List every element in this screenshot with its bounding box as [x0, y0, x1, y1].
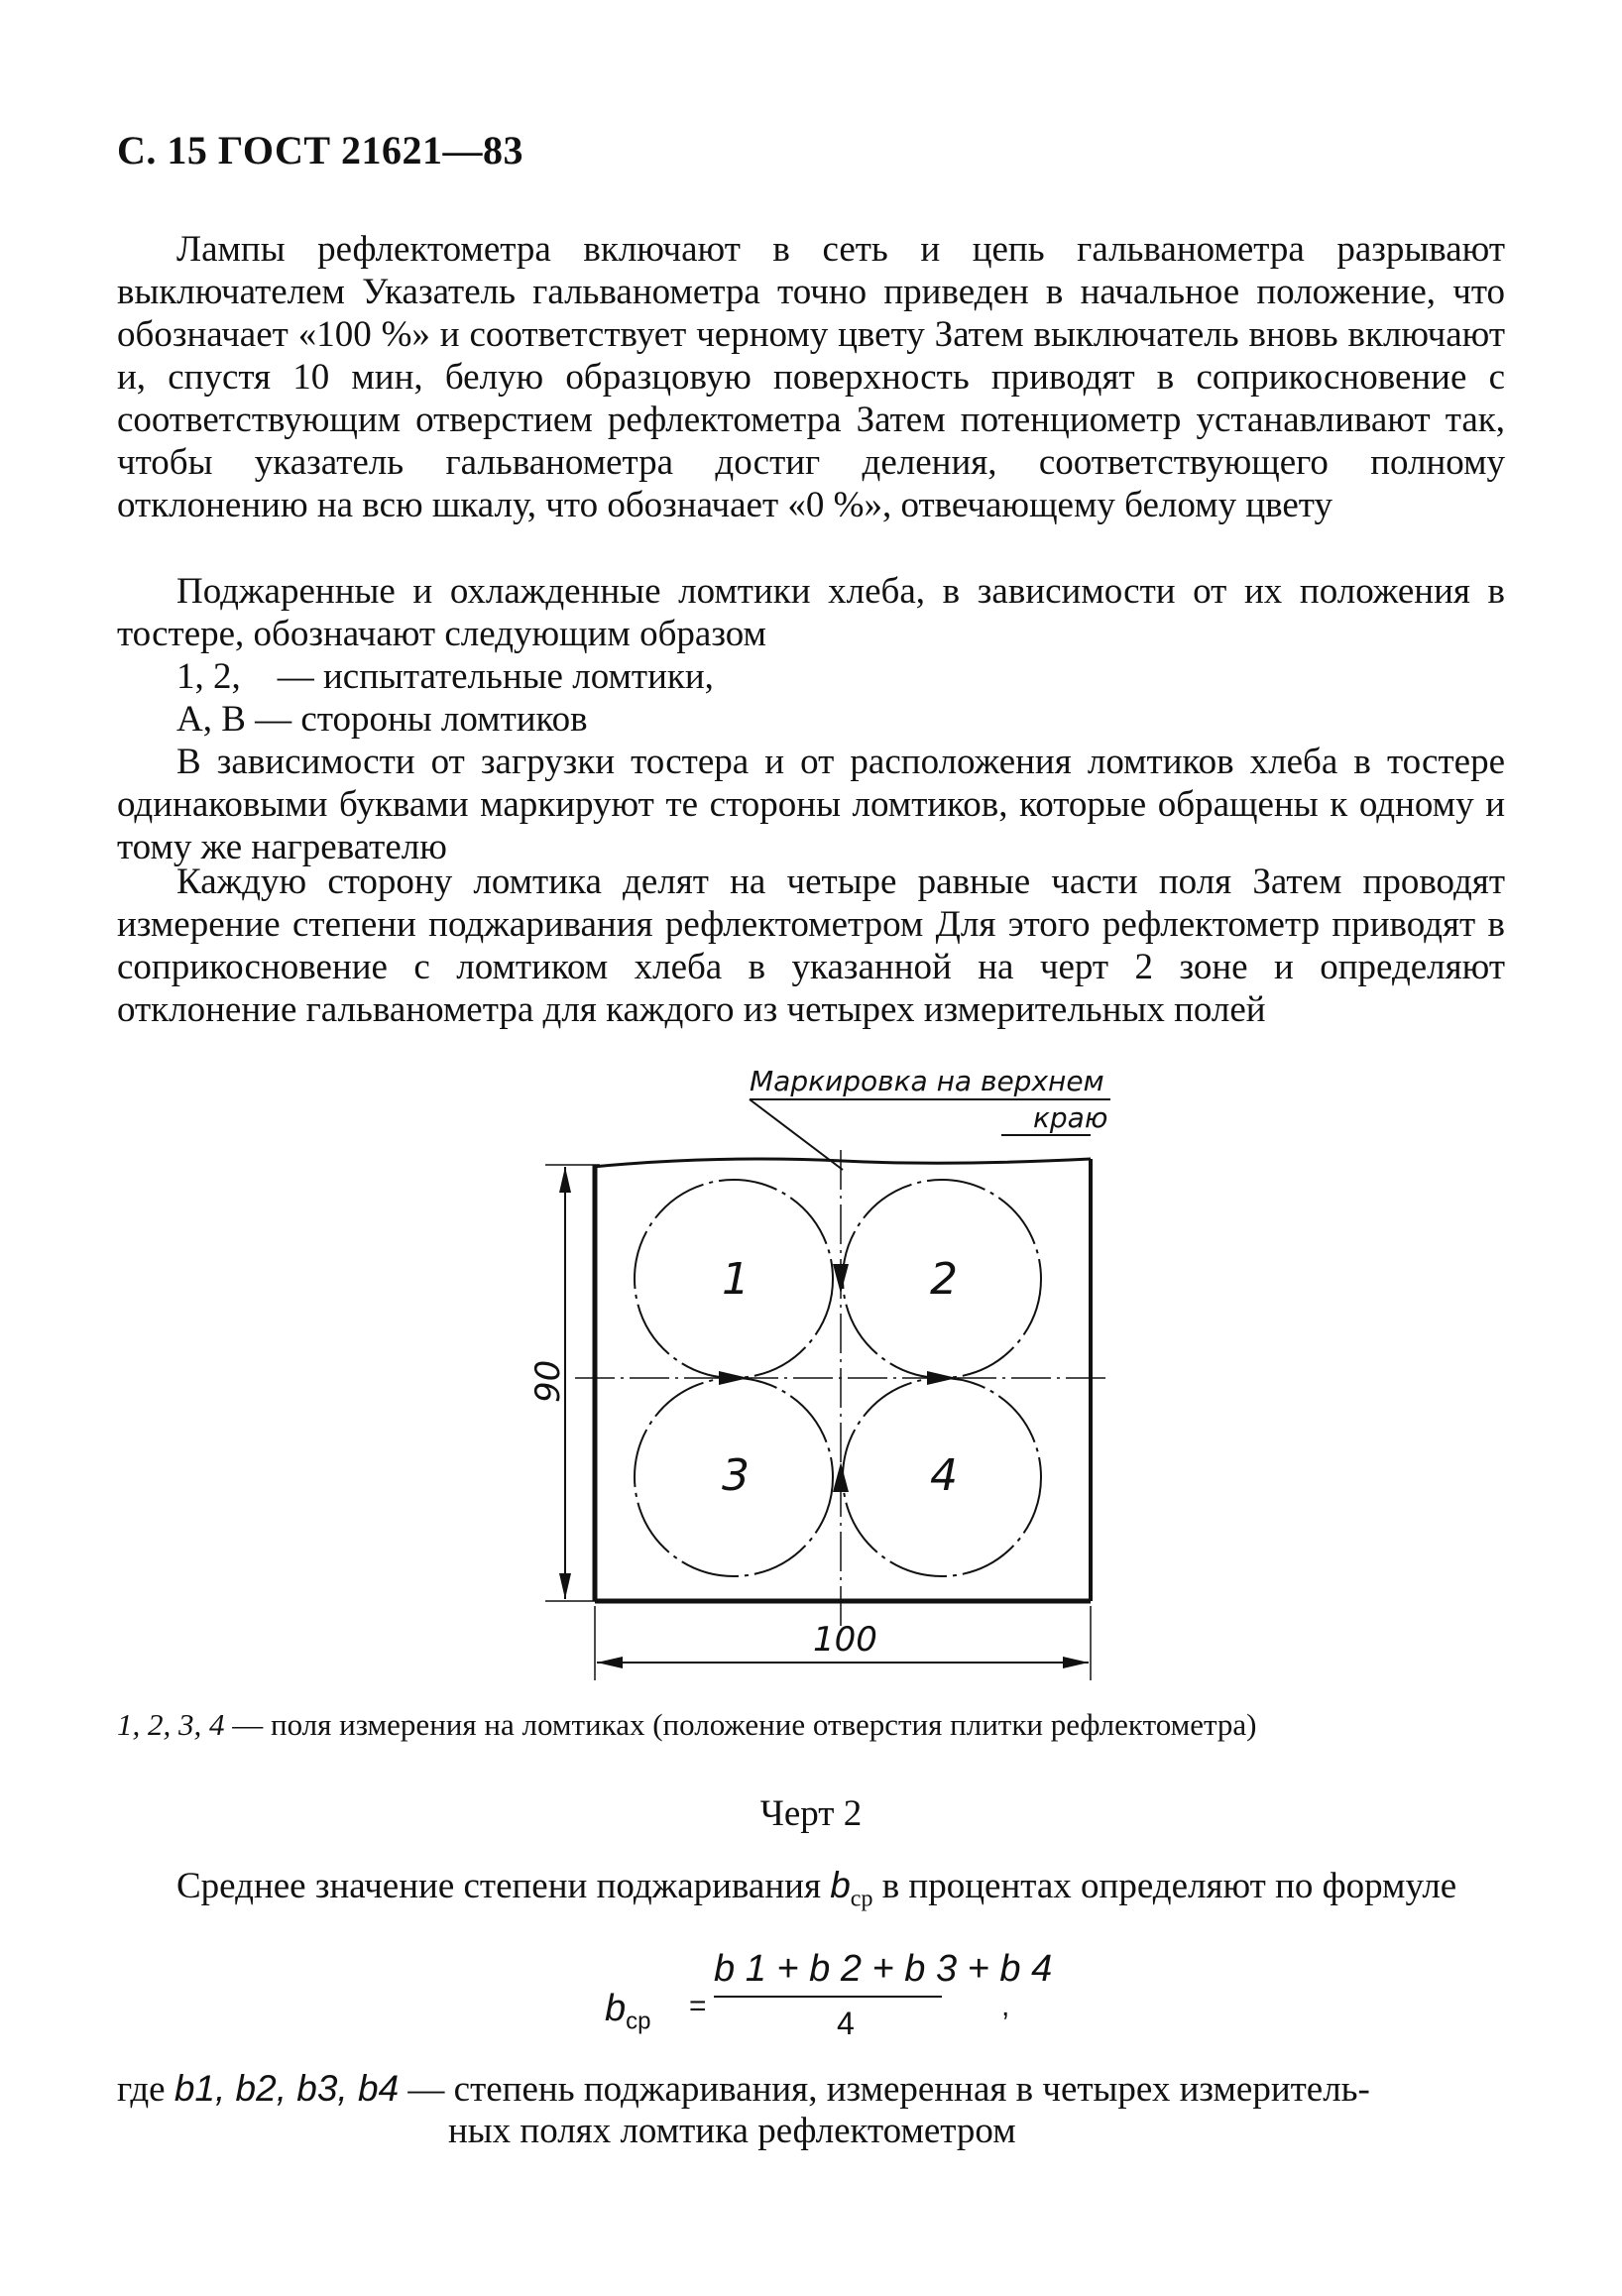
formula-numerator: b 1 + b 2 + b 3 + b 4: [714, 1948, 1053, 1990]
field-label-2: 2: [930, 1254, 958, 1305]
measurement-fields-figure: [476, 1056, 1150, 1690]
average-symbol-sub: ср: [850, 1886, 873, 1912]
paragraph-slices: Поджаренные и охлажденные ломтики хлеба, в зависимости от их положения в тостере, обозначают следующим образом: [117, 571, 1505, 654]
formula-denominator: 4: [837, 2006, 855, 2041]
caption-text: — поля измерения на ломтиках (положение отверстия плитки рефлектометра): [224, 1707, 1257, 1742]
where-line-1: [117, 2067, 1370, 2111]
formula-lhs: [605, 1988, 651, 2036]
where-line-2: ных полях ломтика рефлектометром: [448, 2111, 1016, 2151]
list-item-sides: А, В — стороны ломтиков: [176, 699, 588, 740]
paragraph-lamps: Лампы рефлектометра включают в сеть и цепь гальванометра разрывают выключателем Указатель гальванометра точно приведен в начальное положение, что обозначает «100 %» и соответствует черному цвету Затем выключатель вновь включают и, спустя 10 мин, белую образцовую поверхность приводят в соприкосновение с соответствующим отверстием рефлектометра Затем потенциометр устанавливают так, чтобы указатель гальванометра достиг деления, соответствующего полному отклонению на всю шкалу, что обозначает «0 %», отвечающему белому цвету: [117, 229, 1505, 525]
field-label-1: 1: [722, 1254, 750, 1305]
caption-numbers: 1, 2, 3, 4: [117, 1707, 225, 1742]
formula-comma: ,: [1001, 1990, 1010, 2022]
where-prefix: где: [117, 2069, 174, 2110]
formula-lhs-symbol: b: [605, 1988, 627, 2029]
height-arrow-bottom: [559, 1573, 571, 1599]
cusp-top: [833, 1264, 849, 1294]
page-header: С. 15 ГОСТ 21621—83: [117, 128, 524, 172]
cusp-bottom: [833, 1462, 849, 1492]
paragraph-measurement: Каждую сторону ломтика делят на четыре равные части поля Затем проводят измерение степени поджаривания рефлектометром Для этого рефлектометр приводят в соприкосновение с ломтиком хлеба в указанной на черт 2 зоне и определяют отклонение гальванометра для каждого из четырех измерительных полей: [117, 861, 1505, 1030]
field-label-3: 3: [722, 1450, 750, 1501]
average-symbol: b: [830, 1865, 851, 1905]
paragraph-average: [117, 1864, 1505, 1920]
average-text-after: в процентах определяют по формуле: [872, 1866, 1457, 1906]
list-item-test-slices: 1, 2, — испытательные ломтики,: [176, 656, 714, 697]
where-description: — степень поджаривания, измеренная в четырех измеритель-: [399, 2069, 1370, 2110]
cusp-left: [719, 1371, 749, 1385]
height-dimension-label: 90: [528, 1359, 568, 1403]
slice-top-edge: [593, 1159, 1091, 1167]
figure-number: Черт 2: [759, 1793, 863, 1834]
figure-caption: [117, 1707, 1515, 1743]
width-arrow-left: [597, 1657, 623, 1668]
width-arrow-right: [1063, 1657, 1089, 1668]
where-variables: b1, b2, b3, b4: [174, 2068, 400, 2109]
cusp-right: [927, 1371, 957, 1385]
formula-lhs-sub: ср: [626, 2008, 651, 2035]
marking-label-line2: краю: [1033, 1101, 1108, 1134]
field-label-4: 4: [930, 1450, 958, 1501]
average-text-before: Среднее значение степени поджаривания: [176, 1866, 831, 1906]
paragraph-marking: В зависимости от загрузки тостера и от расположения ломтиков хлеба в тостере одинаковыми буквами маркируют те стороны ломтиков, которые обращены к одному и тому же нагревателю: [117, 742, 1505, 867]
marking-label-line1: Маркировка на верхнем: [750, 1065, 1104, 1097]
formula-equals: =: [689, 1990, 707, 2022]
width-dimension-label: 100: [813, 1620, 877, 1660]
height-arrow-top: [559, 1167, 571, 1193]
formula-fraction-bar: [714, 1996, 942, 1998]
